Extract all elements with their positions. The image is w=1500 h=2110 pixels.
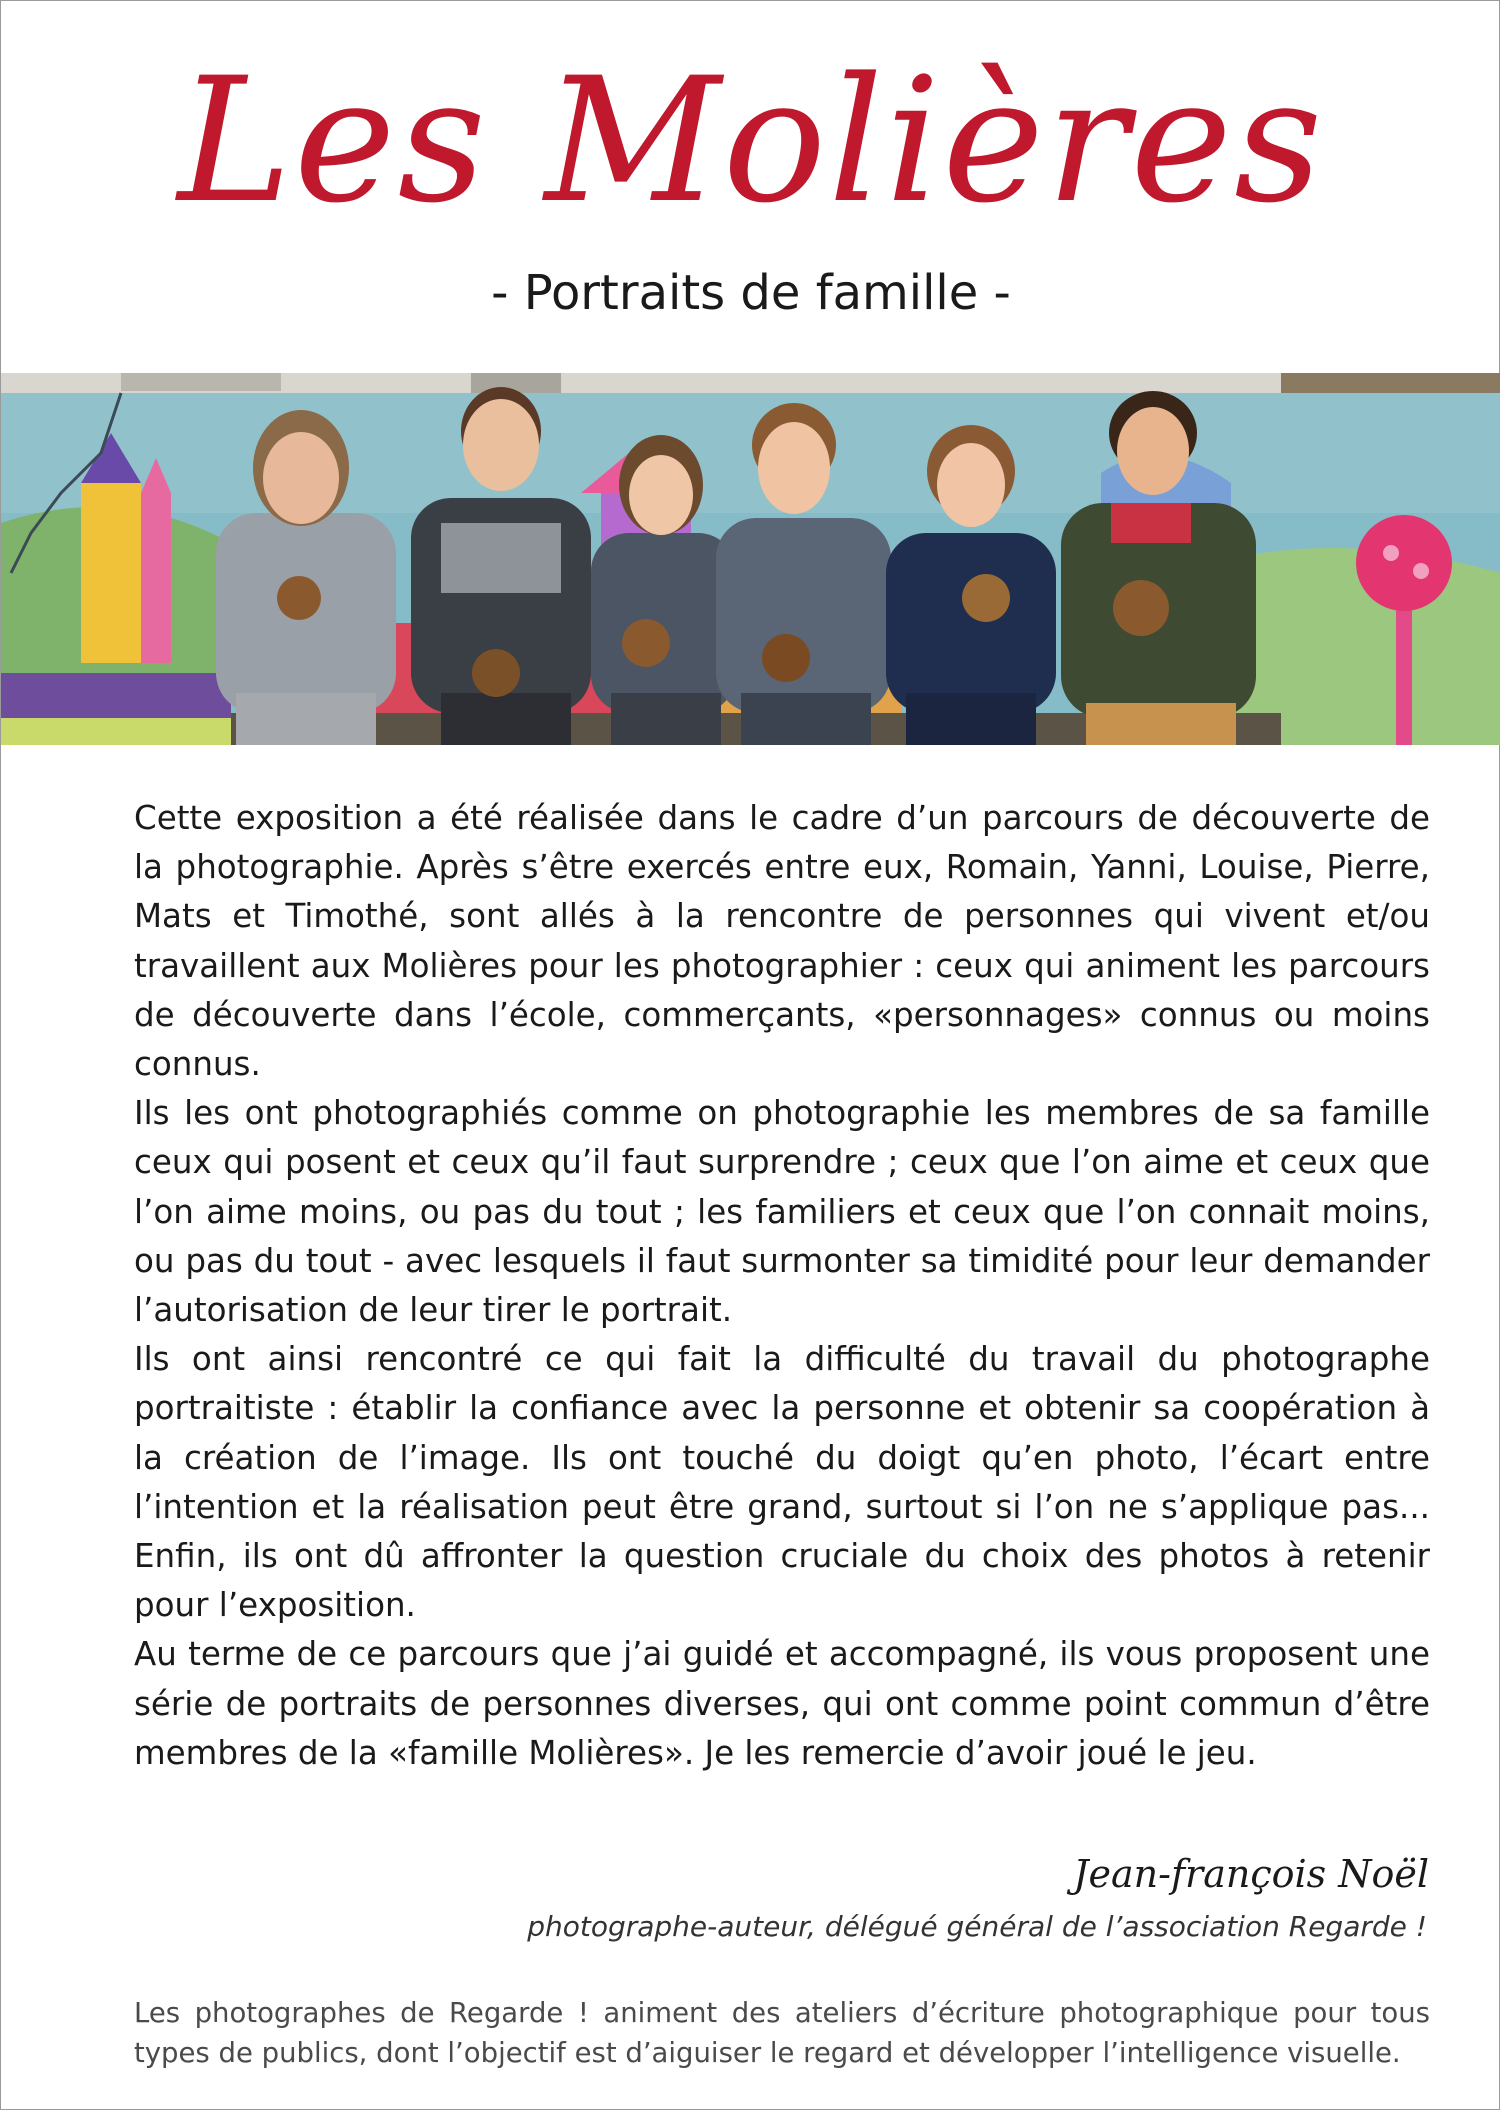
group-photo xyxy=(1,373,1500,745)
signature-role: photographe-auteur, délégué général de l’association Regarde ! xyxy=(527,1910,1427,1943)
description-paragraph: Cette exposition a été réalisée dans le cadre d’un parcours de découverte de la photographie. Après s’être exercés entre eux, Romain, Yanni, Louise, Pierre, Mats et Timothé, sont allés à la rencontre de personnes qui vivent et/ou travaillent aux Molières pour les photographier : ceux qui animent les parcours de découverte dans l’école, commerçants, «personnages» connus ou moins connus. xyxy=(134,799,1430,1084)
footer-note xyxy=(134,1993,1430,2073)
exhibition-description xyxy=(134,794,1430,1778)
group-photo-image xyxy=(1,373,1500,745)
page-title: Les Molières xyxy=(177,40,1325,241)
signature-name: Jean-françois Noël xyxy=(1073,1852,1429,1896)
description-paragraph: Ils les ont photographiés comme on photographie les membres de sa famille ceux qui posent et ceux qu’il faut surprendre ; ceux que l’on aime et ceux que l’on aime moins, ou pas du tout ; les familiers et ceux que l’on connait moins, ou pas du tout - avec lesquels il faut surmonter sa timidité pour leur demander l’autorisation de leur tirer le portrait. xyxy=(134,1094,1430,1330)
description-paragraph: Ils ont ainsi rencontré ce qui fait la difficulté du travail du photographe portraitiste : établir la confiance avec la personne et obtenir sa coopération à la création de l’image. Ils ont touché du doigt qu’en photo, l’écart entre l’intention et la réalisation peut être grand, surtout si l’on ne s’applique pas... Enfin, ils ont dû affronter la question cruciale du choix des photos à retenir pour l’exposition. xyxy=(134,1340,1430,1625)
footer-text: Les photographes de Regarde ! animent des ateliers d’écriture photographique pour tous types de publics, dont l’objectif est d’aiguiser le regard et développer l’intelligence visuelle. xyxy=(134,1997,1430,2069)
page-subtitle: - Portraits de famille - xyxy=(491,265,1011,321)
description-paragraph: Au terme de ce parcours que j’ai guidé et accompagné, ils vous proposent une série de portraits de personnes diverses, qui ont comme point commun d’être membres de la «famille Molières». Je les remercie d’avoir joué le jeu. xyxy=(134,1635,1430,1772)
